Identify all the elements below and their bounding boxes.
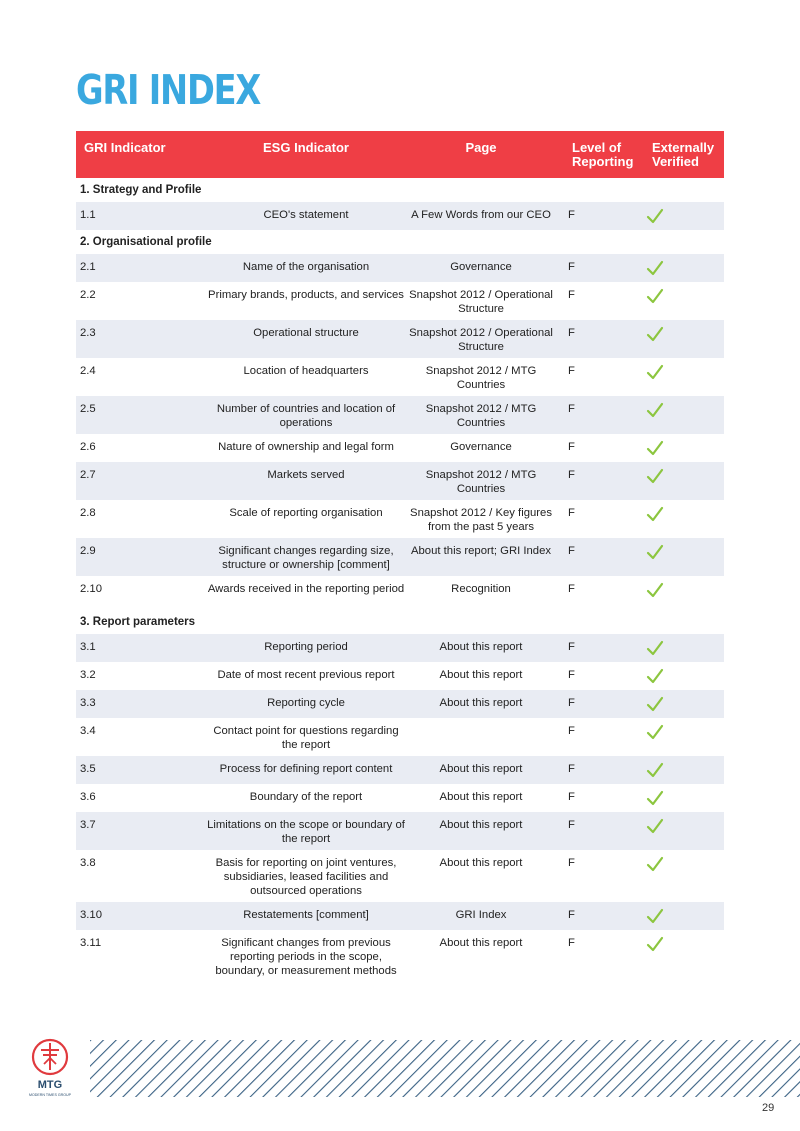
esg-cell: Date of most recent previous report [217,669,395,681]
verified-cell [636,908,724,930]
table-row [76,462,724,500]
page-cell: Snapshot 2012 / Operational Structure [409,289,553,315]
header-esg-indicator: ESG Indicator [263,140,349,155]
gri-cell: 3.1 [80,641,96,653]
level-cell: F [568,857,575,869]
checkmark-icon [646,364,664,380]
level-cell: F [568,545,575,557]
gri-cell: 2.8 [80,507,96,519]
table-row [76,850,724,902]
level-cell: F [568,725,575,737]
page-cell: Snapshot 2012 / MTG Countries [425,365,537,391]
checkmark-icon [646,818,664,834]
verified-cell [636,208,724,230]
verified-cell [636,936,724,982]
gri-cell: 2.3 [80,327,96,339]
gri-cell: 1.1 [80,209,96,221]
verified-cell [636,364,724,396]
gri-cell: 3.6 [80,791,96,803]
esg-cell: Boundary of the report [249,791,363,803]
checkmark-icon [646,440,664,456]
level-cell: F [568,289,575,301]
page-cell: About this report [439,857,523,869]
gri-cell: 3.2 [80,669,96,681]
table-row [76,202,724,230]
checkmark-icon [646,790,664,806]
checkmark-icon [646,326,664,342]
checkmark-icon [646,668,664,684]
page-cell: Governance [450,441,512,453]
verified-cell [636,260,724,282]
level-cell: F [568,327,575,339]
verified-cell [636,468,724,500]
page-cell: Snapshot 2012 / Key figures from the past 5 years [410,507,552,533]
page-cell: About this report [439,937,523,949]
table-row [76,634,724,662]
gri-index-table [76,131,724,982]
gri-cell: 3.8 [80,857,96,869]
esg-cell: Basis for reporting on joint ventures, subsidiaries, leased facilities and outsourced operations [215,857,397,897]
gri-cell: 3.4 [80,725,96,737]
logo-subtext: MODERN TIMES GROUP [28,1093,72,1097]
checkmark-icon [646,696,664,712]
level-cell: F [568,469,575,481]
esg-cell: Location of headquarters [243,365,369,377]
page-cell: A Few Words from our CEO [411,209,551,221]
esg-cell: Nature of ownership and legal form [218,441,394,453]
page-cell: GRI Index [455,909,507,921]
gri-cell: 3.3 [80,697,96,709]
table-row [76,282,724,320]
header-level-of-reporting: Level of Reporting [572,140,634,169]
table-row [76,784,724,812]
header-page: Page [465,140,497,155]
checkmark-icon [646,724,664,740]
level-cell: F [568,261,575,273]
checkmark-icon [646,468,664,484]
gri-cell: 3.10 [80,909,102,921]
checkmark-icon [646,260,664,276]
esg-cell: Reporting period [264,641,348,653]
page-cell: Snapshot 2012 / Operational Structure [409,327,553,353]
checkmark-icon [646,856,664,872]
level-cell: F [568,763,575,775]
verified-cell [636,762,724,784]
page-cell: About this report [439,669,523,681]
page-cell: Recognition [451,583,511,595]
verified-cell [636,506,724,538]
esg-cell: Operational structure [253,327,359,339]
table-row [76,662,724,690]
verified-cell [636,640,724,662]
verified-cell [636,790,724,812]
page-cell [406,724,556,756]
checkmark-icon [646,544,664,560]
page-cell: About this report; GRI Index [410,545,552,557]
mtg-logo [26,1038,74,1098]
level-cell: F [568,641,575,653]
esg-cell: Markets served [267,469,345,481]
hatch-pattern-decoration [90,1040,800,1097]
esg-cell: Number of countries and location of operations [216,403,396,429]
checkmark-icon [646,506,664,522]
checkmark-icon [646,208,664,224]
page-cell: About this report [439,791,523,803]
esg-cell: Contact point for questions regarding the report [213,725,399,751]
esg-cell: Significant changes regarding size, structure or ownership [comment] [218,545,394,571]
table-row [76,718,724,756]
checkmark-icon [646,762,664,778]
checkmark-icon [646,402,664,418]
checkmark-icon [646,640,664,656]
level-cell: F [568,697,575,709]
level-cell: F [568,937,575,949]
level-cell: F [568,669,575,681]
esg-cell: Awards received in the reporting period [207,583,405,595]
table-row [76,812,724,850]
level-cell: F [568,507,575,519]
verified-cell [636,544,724,576]
page-cell: About this report [439,763,523,775]
table-row [76,500,724,538]
gri-cell: 2.5 [80,403,96,415]
gri-cell: 2.4 [80,365,96,377]
table-body [76,178,724,982]
esg-cell: CEO's statement [263,209,349,221]
verified-cell [636,582,724,610]
esg-cell: Primary brands, products, and services [208,289,404,301]
table-row [76,434,724,462]
section-heading: 3. Report parameters [80,616,196,628]
table-row [76,320,724,358]
verified-cell [636,818,724,850]
table-row [76,538,724,576]
section-heading: 2. Organisational profile [80,236,212,248]
checkmark-icon [646,936,664,952]
page-number: 29 [762,1102,775,1114]
level-cell: F [568,583,575,595]
gri-cell: 3.7 [80,819,96,831]
page-cell: Snapshot 2012 / MTG Countries [425,469,537,495]
verified-cell [636,724,724,756]
esg-cell: Limitations on the scope or boundary of the report [207,819,405,845]
table-row [76,902,724,930]
esg-cell: Restatements [comment] [243,909,369,921]
table-row [76,576,724,610]
header-externally-verified: Externally Verified [652,140,715,169]
checkmark-icon [646,908,664,924]
verified-cell [636,326,724,358]
verified-cell [636,668,724,690]
gri-cell: 3.5 [80,763,96,775]
table-row [76,756,724,784]
level-cell: F [568,819,575,831]
verified-cell [636,288,724,320]
esg-cell: Significant changes from previous reporting periods in the scope, boundary, or measurement methods [215,937,397,977]
gri-cell: 2.1 [80,261,96,273]
gri-cell: 2.7 [80,469,96,481]
esg-cell: Reporting cycle [267,697,345,709]
page-cell: Governance [450,261,512,273]
esg-cell: Scale of reporting organisation [229,507,383,519]
level-cell: F [568,209,575,221]
level-cell: F [568,403,575,415]
table-row [76,396,724,434]
logo-text: MTG [37,1079,63,1091]
gri-cell: 2.9 [80,545,96,557]
page-cell: About this report [439,641,523,653]
page-cell: About this report [439,819,523,831]
esg-cell: Process for defining report content [219,763,393,775]
checkmark-icon [646,582,664,598]
table-row [76,930,724,982]
esg-cell: Name of the organisation [242,261,370,273]
verified-cell [636,440,724,462]
page-cell: About this report [439,697,523,709]
verified-cell [636,402,724,434]
gri-cell: 3.11 [80,937,102,949]
table-row [76,254,724,282]
page-cell: Snapshot 2012 / MTG Countries [425,403,537,429]
level-cell: F [568,441,575,453]
checkmark-icon [646,288,664,304]
gri-cell: 2.6 [80,441,96,453]
verified-cell [636,696,724,718]
table-row [76,690,724,718]
level-cell: F [568,365,575,377]
table-header [76,131,724,178]
verified-cell [636,856,724,902]
section-heading: 1. Strategy and Profile [80,184,202,196]
header-gri-indicator: GRI Indicator [84,140,166,155]
table-row [76,358,724,396]
gri-cell: 2.10 [80,583,102,595]
gri-cell: 2.2 [80,289,96,301]
level-cell: F [568,791,575,803]
level-cell: F [568,909,575,921]
page-title: GRI INDEX [76,66,261,114]
